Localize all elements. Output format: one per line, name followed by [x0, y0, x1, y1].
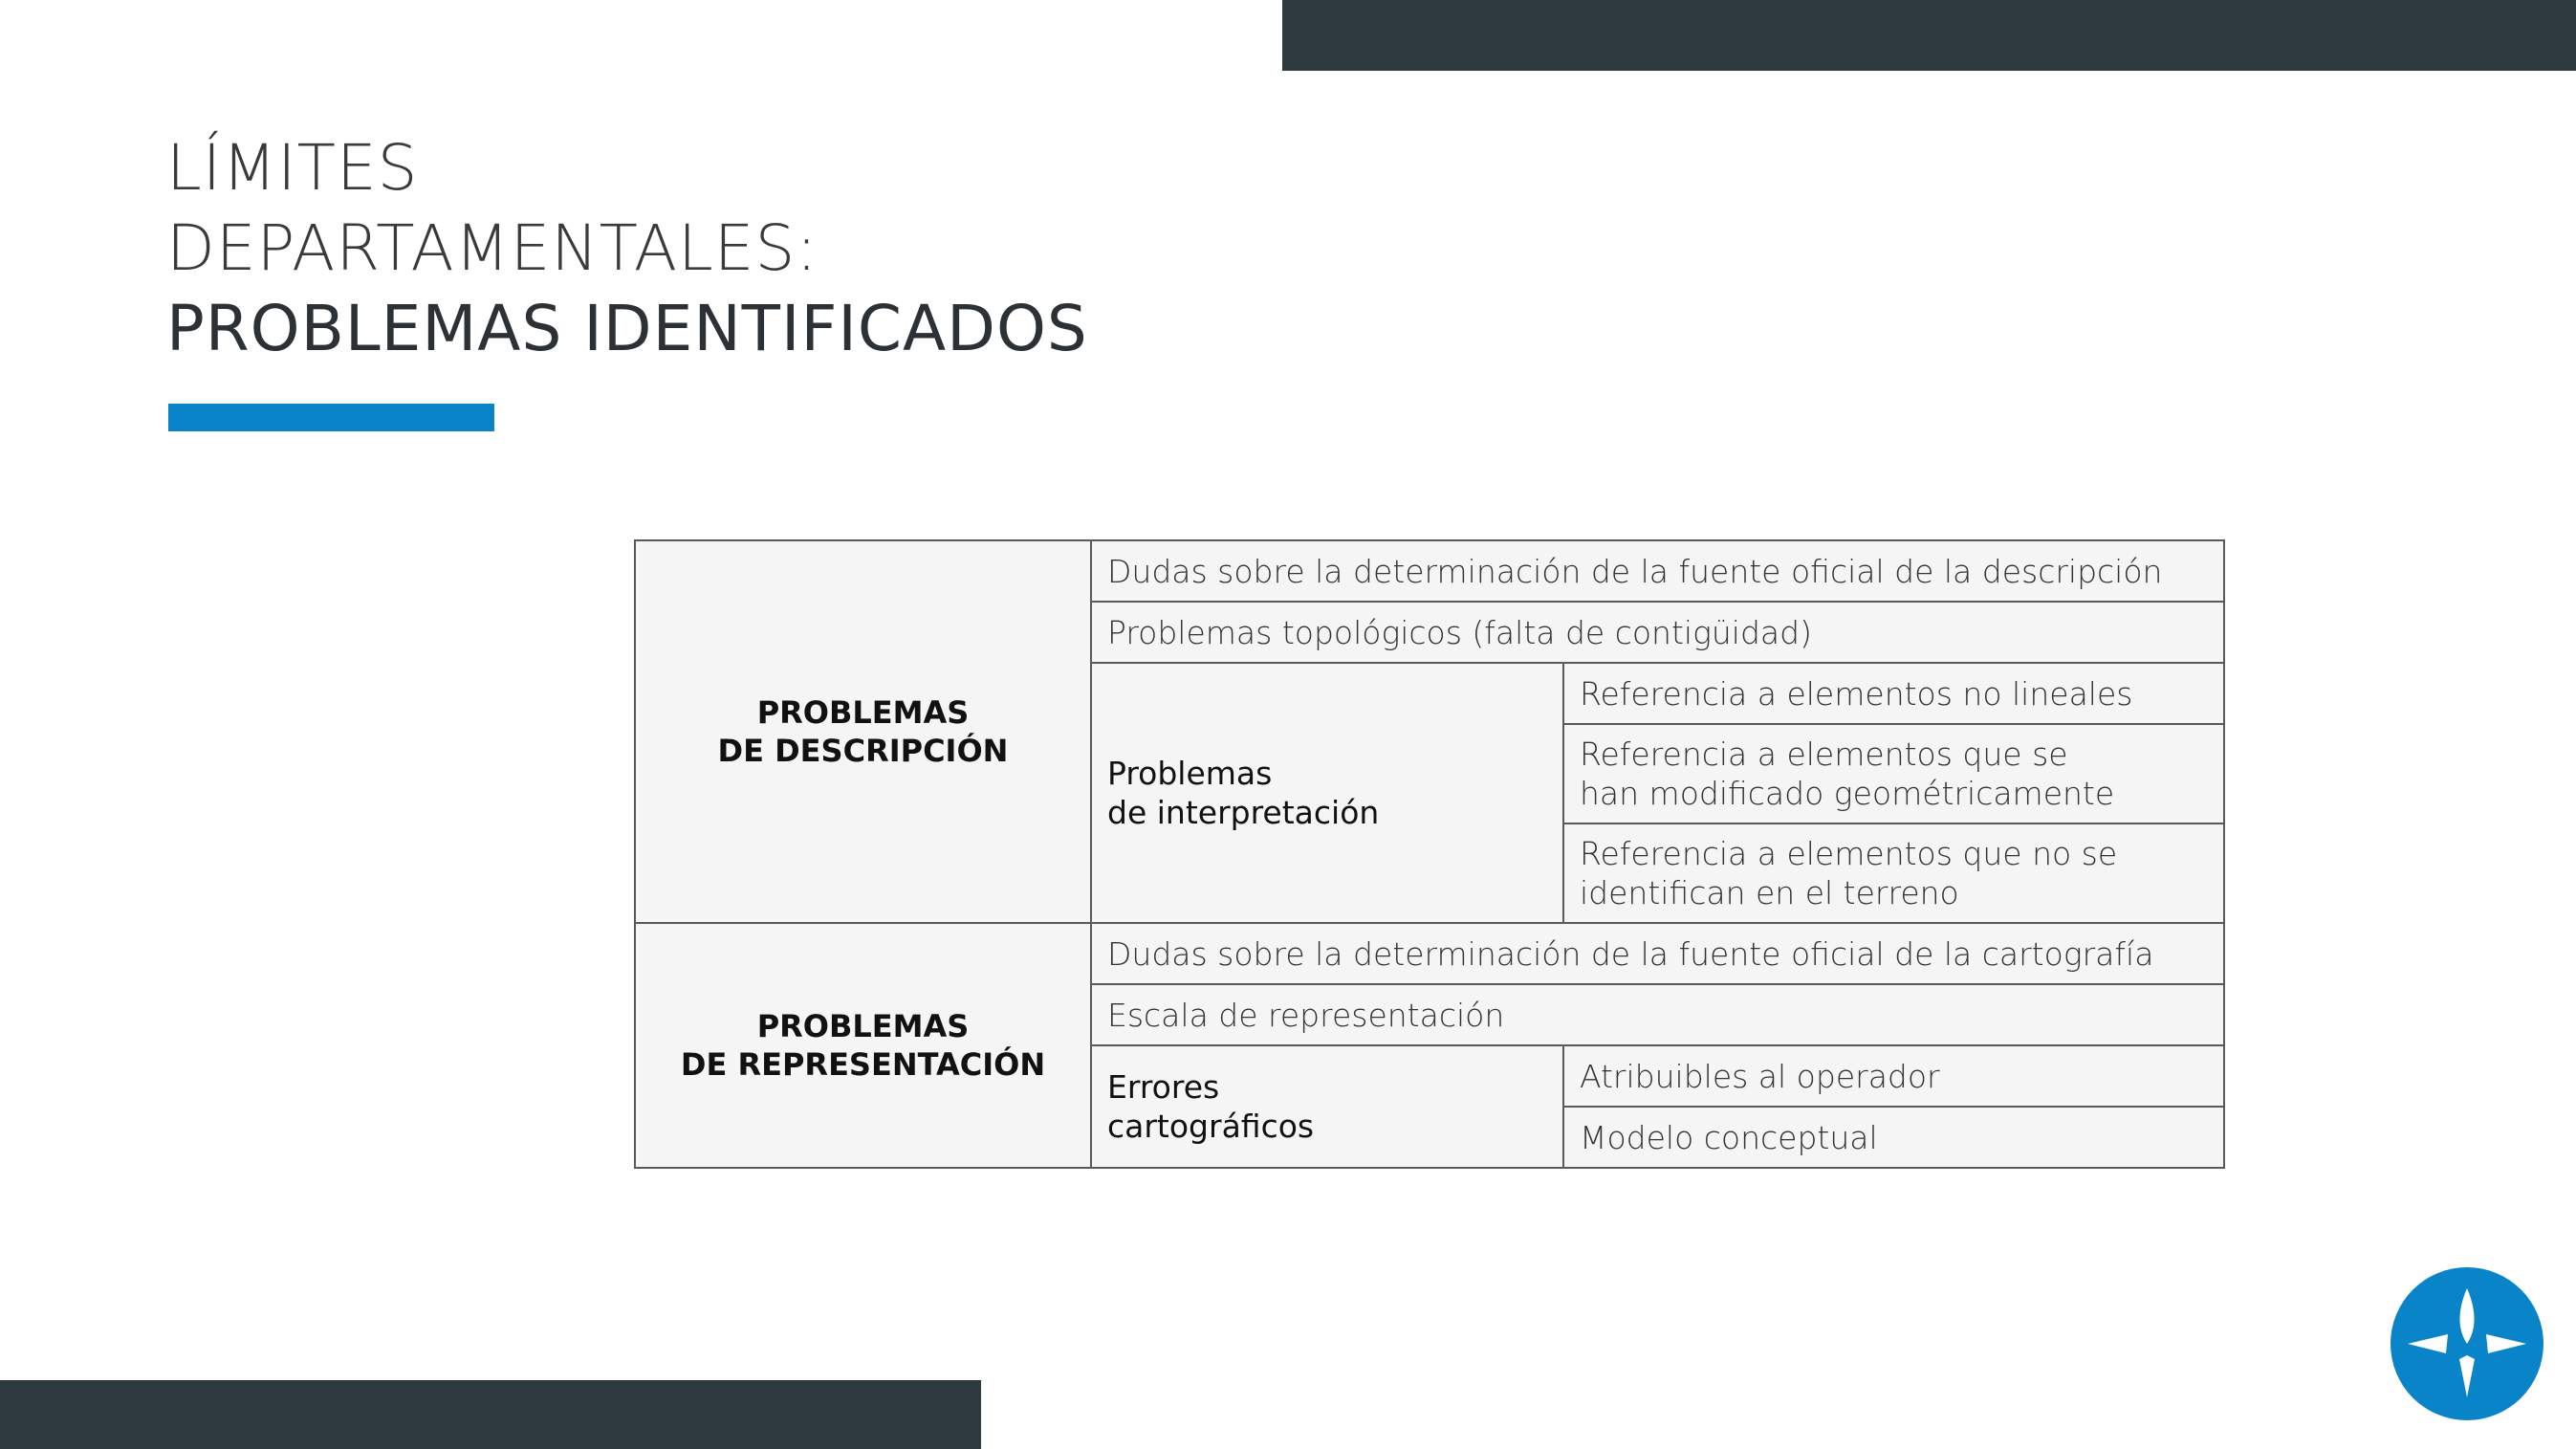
table-cell	[1563, 724, 2224, 823]
title-accent-bar	[168, 404, 494, 431]
category-descripcion	[635, 540, 1091, 923]
cell-text: Referencia a elementos que se han modificado geométricamente	[1580, 735, 2115, 812]
category-label: PROBLEMAS DE REPRESENTACIÓN	[680, 1008, 1046, 1083]
subcategory-interpretacion	[1091, 663, 1563, 923]
table-cell: Escala de representación	[1091, 984, 2224, 1045]
table-cell: Atribuibles al operador	[1563, 1045, 2224, 1107]
problems-table	[634, 539, 2225, 1169]
bottom-decorative-bar	[0, 1380, 981, 1449]
table-cell: Dudas sobre la determinación de la fuente oficial de la cartografía	[1091, 923, 2224, 984]
table-cell	[1563, 823, 2224, 923]
table-cell: Modelo conceptual	[1563, 1107, 2224, 1168]
table-cell: Referencia a elementos no lineales	[1563, 663, 2224, 724]
compass-icon	[2390, 1267, 2543, 1420]
title-line-1: LÍMITES	[166, 131, 419, 205]
title-line-2: DEPARTAMENTALES:	[166, 211, 819, 285]
table-row	[635, 540, 2224, 602]
table-cell: Problemas topológicos (falta de contigüidad)	[1091, 602, 2224, 663]
title-line-3: PROBLEMAS IDENTIFICADOS	[166, 292, 1088, 365]
cell-text: Referencia a elementos que no se identifican en el terreno	[1580, 835, 2118, 911]
category-representacion	[635, 923, 1091, 1168]
category-label: PROBLEMAS DE DESCRIPCIÓN	[717, 694, 1009, 769]
subcategory-label: Errores cartográficos	[1107, 1068, 1315, 1145]
table-row	[635, 923, 2224, 984]
table-cell: Dudas sobre la determinación de la fuente oficial de la descripción	[1091, 540, 2224, 602]
subcategory-errores	[1091, 1045, 1563, 1168]
subcategory-label: Problemas de interpretación	[1107, 755, 1380, 831]
top-decorative-bar	[1282, 0, 2576, 71]
page-title	[166, 128, 1088, 369]
